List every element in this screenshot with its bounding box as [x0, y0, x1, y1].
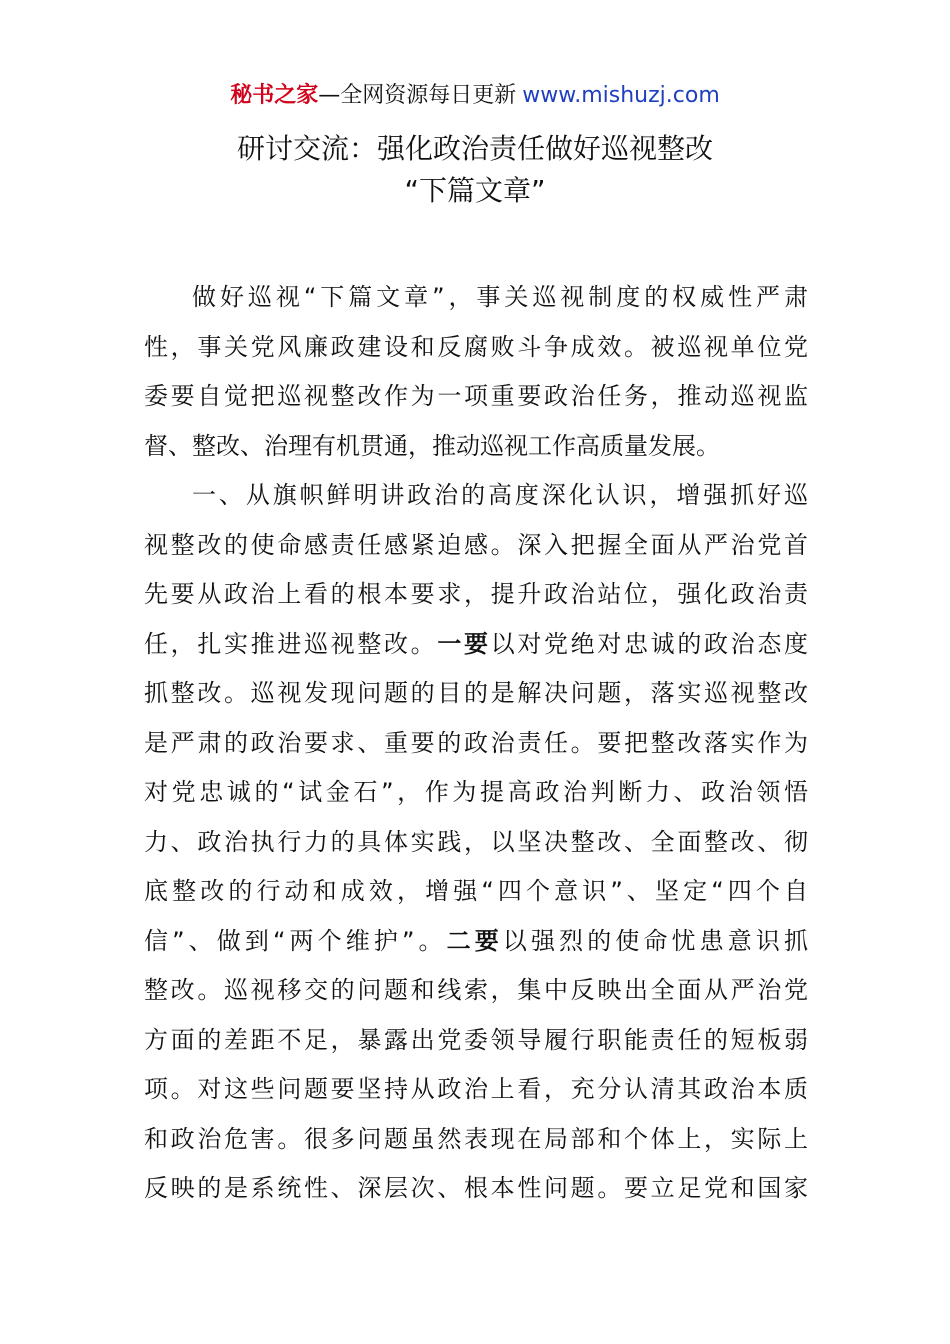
paragraph-line: 督、整改、治理有机贯通，推动巡视工作高质量发展。 [144, 431, 720, 460]
document-title [0, 128, 950, 212]
paragraph-line: 对党忠诚的“试金石”，作为提高政治判断力、政治领悟 [144, 778, 808, 806]
line-text: 信”、做到“两个维护”。 [144, 926, 447, 955]
paragraph-line: 是严肃的政治要求、重要的政治责任。要把整改落实作为 [144, 728, 808, 757]
header-tagline: —全网资源每日更新 [318, 83, 517, 108]
line-text: 任，扎实推进巡视整改。 [144, 629, 438, 658]
site-header [0, 80, 950, 112]
paragraph-line: 委要自觉把巡视整改作为一项重要政治任务，推动巡视监 [144, 382, 808, 410]
paragraph-line: 力、政治执行力的具体实践，以坚决整改、全面整改、彻 [144, 827, 808, 856]
bold-keyword: 一要 [437, 629, 491, 658]
paragraph-line: 方面的差距不足，暴露出党委领导履行职能责任的短板弱 [144, 1025, 808, 1054]
paragraph-line: 和政治危害。很多问题虽然表现在局部和个体上，实际上 [144, 1124, 808, 1153]
paragraph-line: 抓整改。巡视发现问题的目的是解决问题，落实巡视整改 [144, 679, 808, 707]
bold-keyword: 二要 [446, 926, 503, 955]
paragraph-line: 整改。巡视移交的问题和线索，集中反映出全面从严治党 [144, 976, 808, 1004]
paragraph-line: 底整改的行动和成效，增强“四个意识”、坚定“四个自 [144, 877, 808, 905]
paragraph-line: 视整改的使命感责任感紧迫感。深入把握全面从严治党首 [144, 530, 808, 559]
title-line-2: “下篇文章” [404, 174, 546, 207]
paragraph-line: 一、从旗帜鲜明讲政治的高度深化认识，增强抓好巡 [192, 481, 808, 509]
paragraph-section-one [144, 471, 808, 1214]
line-text: 以强烈的使命忧患意识抓 [502, 926, 808, 955]
site-url-link[interactable]: www.mishuzj.com [522, 83, 720, 108]
paragraph-line: 项。对这些问题要坚持从政治上看，充分认清其政治本质 [144, 1075, 808, 1103]
document-body [144, 273, 808, 1214]
paragraph-line: 做好巡视“下篇文章”，事关巡视制度的权威性严肃 [192, 283, 808, 311]
brand-name: 秘书之家 [230, 83, 319, 108]
paragraph-intro [144, 273, 808, 471]
paragraph-line: 性，事关党风廉政建设和反腐败斗争成效。被巡视单位党 [144, 332, 808, 361]
paragraph-line: 先要从政治上看的根本要求，提升政治站位，强化政治责 [144, 580, 808, 608]
line-text: 以对党绝对忠诚的政治态度 [490, 629, 808, 658]
paragraph-line [144, 620, 808, 670]
title-line-1: 研讨交流：强化政治责任做好巡视整改 [236, 132, 713, 165]
paragraph-line [144, 917, 808, 967]
paragraph-line: 反映的是系统性、深层次、根本性问题。要立足党和国家 [144, 1174, 808, 1202]
